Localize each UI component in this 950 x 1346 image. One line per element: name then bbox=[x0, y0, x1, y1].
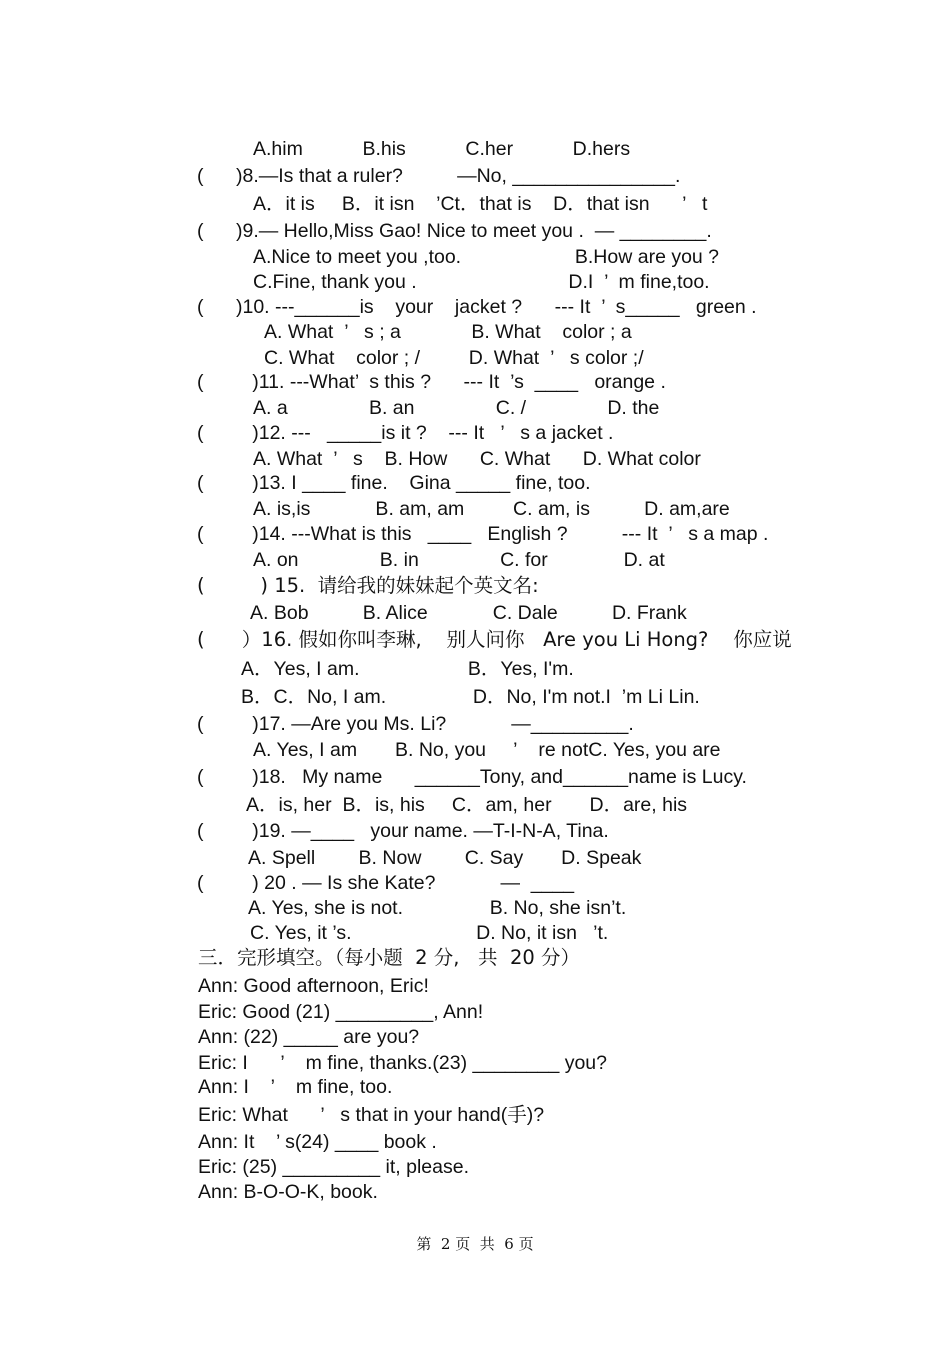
q17-options: A. Yes, I am B. No, you ’ re notC. Yes, you are bbox=[253, 739, 721, 761]
q16-options-cd: B．C．No, I am. D．No, I'm not.I ’m Li Lin. bbox=[241, 686, 700, 708]
q14-question: ( )14. ---What is this ____ English ? --- It ’ s a map . bbox=[197, 523, 769, 545]
q16-question: ( ）16. 假如你叫李琳, 别人问你 Are you Li Hong? 你应说 bbox=[197, 628, 792, 651]
dialogue-line: Ann: It ’ s(24) ____ book . bbox=[198, 1131, 437, 1153]
q13-question: ( )13. I ____ fine. Gina _____ fine, too. bbox=[197, 472, 591, 494]
q18-options: A．is, her B．is, his C．am, her D．are, his bbox=[246, 794, 688, 816]
q12-options: A. What ’ s B. How C. What D. What color bbox=[253, 448, 701, 470]
section-three-heading: 三．完形填空。（每小题 2 分, 共 20 分） bbox=[198, 946, 580, 969]
dialogue-line: Ann: Good afternoon, Eric! bbox=[198, 975, 429, 997]
q8-question: ( )8.—Is that a ruler? —No, _______________. bbox=[197, 165, 681, 187]
q20-options-ab: A. Yes, she is not. B. No, she isn’t. bbox=[248, 897, 627, 919]
q20-options-cd: C. Yes, it ’s. D. No, it isn ’t. bbox=[250, 922, 609, 944]
q9-question: ( )9.— Hello,Miss Gao! Nice to meet you . — ________. bbox=[197, 220, 712, 242]
dialogue-line: Ann: (22) _____ are you? bbox=[198, 1026, 420, 1048]
q8-options: A．it is B．it isn ’Ct．that is D．that isn ’ t bbox=[253, 193, 708, 215]
q7-options: A.him B.his C.her D.hers bbox=[253, 138, 631, 160]
dialogue-line: Eric: (25) _________ it, please. bbox=[198, 1156, 470, 1178]
q10-options-ab: A. What ’ s ; a B. What color ; a bbox=[264, 321, 632, 343]
q11-options: A. a B. an C. / D. the bbox=[253, 397, 660, 419]
page-footer: 第 2 页 共 6 页 bbox=[416, 1235, 534, 1253]
q17-question: ( )17. —Are you Ms. Li? —_________. bbox=[197, 713, 634, 735]
q16-options-ab: A．Yes, I am. B．Yes, I'm. bbox=[241, 658, 574, 680]
q18-question: ( )18. My name ______Tony, and______name is Lucy. bbox=[197, 766, 747, 788]
dialogue-line: Eric: What ’ s that in your hand(手)? bbox=[198, 1104, 545, 1126]
q19-options: A. Spell B. Now C. Say D. Speak bbox=[248, 847, 642, 869]
q9-options-cd: C.Fine, thank you . D.I ’ m fine,too. bbox=[253, 271, 710, 293]
q10-options-cd: C. What color ; / D. What ’ s color ;/ bbox=[264, 347, 644, 369]
dialogue-line: Ann: I ’ m fine, too. bbox=[198, 1076, 393, 1098]
q14-options: A. on B. in C. for D. at bbox=[253, 549, 665, 571]
q19-question: ( )19. —____ your name. —T-I-N-A, Tina. bbox=[197, 820, 609, 842]
q15-question: ( ) 15. 请给我的妹妹起个英文名: bbox=[197, 574, 539, 597]
q20-question: ( ) 20 . — Is she Kate? — ____ bbox=[197, 872, 575, 894]
q9-options-ab: A.Nice to meet you ,too. B.How are you ? bbox=[253, 246, 720, 268]
q15-options: A. Bob B. Alice C. Dale D. Frank bbox=[250, 602, 687, 624]
dialogue-line: Ann: B-O-O-K, book. bbox=[198, 1181, 378, 1203]
q10-question: ( )10. ---______is your jacket ? --- It ’ s_____ green . bbox=[197, 296, 757, 318]
q11-question: ( )11. ---What’ s this ? --- It ’s ____ orange . bbox=[197, 371, 666, 393]
q13-options: A. is,is B. am, am C. am, is D. am,are bbox=[253, 498, 730, 520]
dialogue-line: Eric: Good (21) _________, Ann! bbox=[198, 1001, 484, 1023]
q12-question: ( )12. --- _____is it ? --- It ’ s a jacket . bbox=[197, 422, 614, 444]
dialogue-line: Eric: I ’ m fine, thanks.(23) ________ you? bbox=[198, 1052, 607, 1074]
